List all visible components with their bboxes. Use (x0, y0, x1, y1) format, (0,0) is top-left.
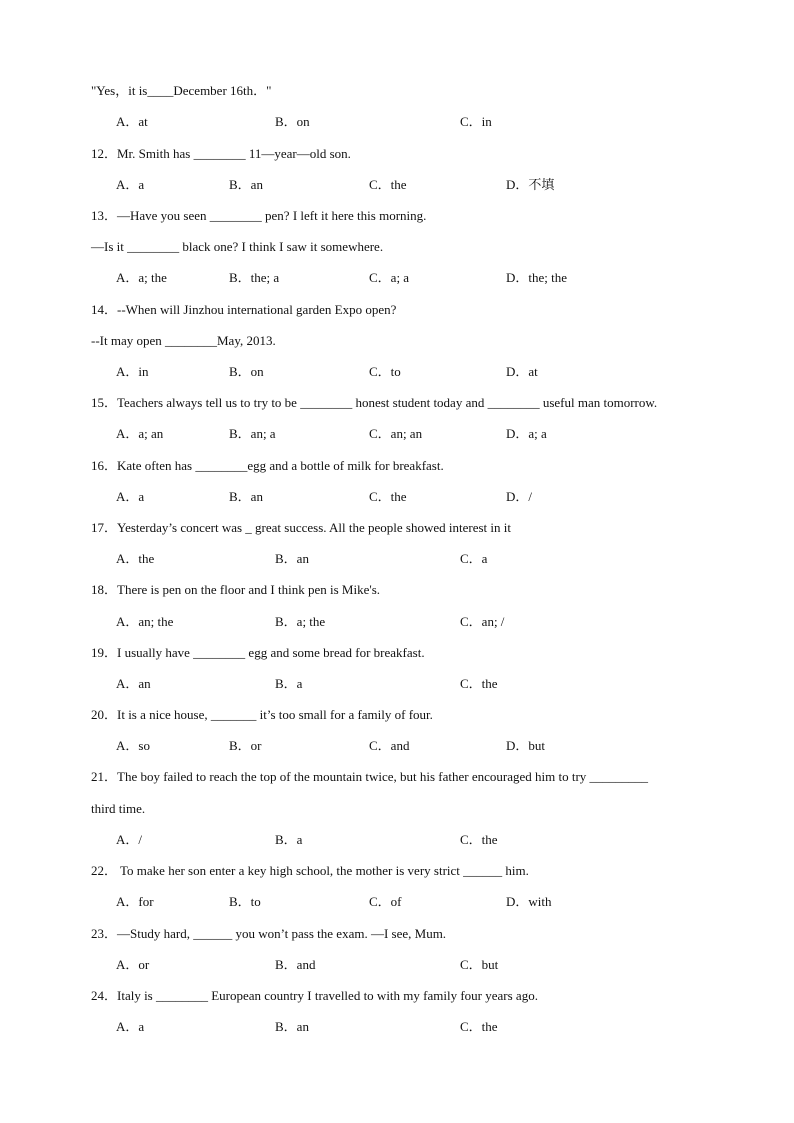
question-stem-continued: —Is it ________ black one? I think I saw it somewhere. (91, 239, 384, 254)
option-b: B．a; the (275, 614, 326, 629)
option-c: C．a; a (369, 270, 410, 285)
option-d: D．/ (506, 489, 533, 504)
question-stem: 24．Italy is ________ European country I travelled to with my family four years ago. (91, 988, 538, 1003)
option-d: D．but (506, 738, 546, 753)
question-stem: 20．It is a nice house, _______ it’s too small for a family of four. (91, 707, 433, 722)
option-a: A．an; the (116, 614, 174, 629)
option-c: C．in (460, 114, 492, 129)
option-c: C．of (369, 894, 402, 909)
option-d: D．a; a (506, 426, 547, 441)
option-c: C．an; / (460, 614, 505, 629)
question-stem: 14．--When will Jinzhou international garden Expo open? (91, 302, 397, 317)
option-b: B．an (229, 489, 263, 504)
option-a: A．a (116, 489, 145, 504)
question-stem: 18．There is pen on the floor and I think pen is Mike's. (91, 582, 381, 597)
option-a: A．an (116, 676, 151, 691)
option-a: A．a (116, 177, 145, 192)
option-d: D．the; the (506, 270, 568, 285)
option-d: D．with (506, 894, 552, 909)
option-b: B．an (275, 551, 309, 566)
option-b: B．an (229, 177, 263, 192)
question-stem: "Yes，it is____December 16th．" (91, 83, 272, 98)
option-c: C．the (460, 832, 498, 847)
option-a: A．a; the (116, 270, 167, 285)
option-b: B．the; a (229, 270, 280, 285)
option-b: B．on (275, 114, 310, 129)
option-c: C．to (369, 364, 401, 379)
option-a: A．/ (116, 832, 143, 847)
option-b: B．an (275, 1019, 309, 1034)
question-stem: 17．Yesterday’s concert was _ great success. All the people showed interest in it (91, 520, 511, 535)
option-b: B．to (229, 894, 261, 909)
option-a: A．the (116, 551, 155, 566)
option-a: A．for (116, 894, 154, 909)
option-a: A．a (116, 1019, 145, 1034)
option-b: B．a (275, 676, 303, 691)
option-d: D．不填 (506, 177, 555, 192)
option-b: B．a (275, 832, 303, 847)
option-a: A．in (116, 364, 149, 379)
option-c: C．the (460, 1019, 498, 1034)
question-stem: 15．Teachers always tell us to try to be ________ honest student today and ________ useful man tomorrow. (91, 395, 658, 410)
question-stem: 12．Mr. Smith has ________ 11—year—old son. (91, 146, 351, 161)
question-stem: 21．The boy failed to reach the top of the mountain twice, but his father encouraged him to try _________ (91, 769, 649, 784)
option-a: A．at (116, 114, 148, 129)
option-b: B．and (275, 957, 316, 972)
question-stem-continued: --It may open ________May, 2013. (91, 333, 276, 348)
option-c: C．a (460, 551, 488, 566)
option-d: D．at (506, 364, 538, 379)
option-c: C．but (460, 957, 499, 972)
option-c: C．the (369, 177, 407, 192)
option-a: A．or (116, 957, 150, 972)
question-stem: 19．I usually have ________ egg and some bread for breakfast. (91, 645, 425, 660)
option-c: C．and (369, 738, 410, 753)
option-c: C．the (369, 489, 407, 504)
option-b: B．or (229, 738, 262, 753)
question-stem: 13．—Have you seen ________ pen? I left it here this morning. (91, 208, 427, 223)
option-b: B．an; a (229, 426, 276, 441)
question-stem: 16．Kate often has ________egg and a bottle of milk for breakfast. (91, 458, 444, 473)
question-stem-continued: third time. (91, 801, 146, 816)
option-c: C．an; an (369, 426, 423, 441)
option-a: A．so (116, 738, 150, 753)
option-b: B．on (229, 364, 264, 379)
option-c: C．the (460, 676, 498, 691)
option-a: A．a; an (116, 426, 164, 441)
question-stem: 23．—Study hard, ______ you won’t pass the exam. —I see, Mum. (91, 926, 447, 941)
question-stem: 22． To make her son enter a key high school, the mother is very strict ______ him. (91, 863, 529, 878)
